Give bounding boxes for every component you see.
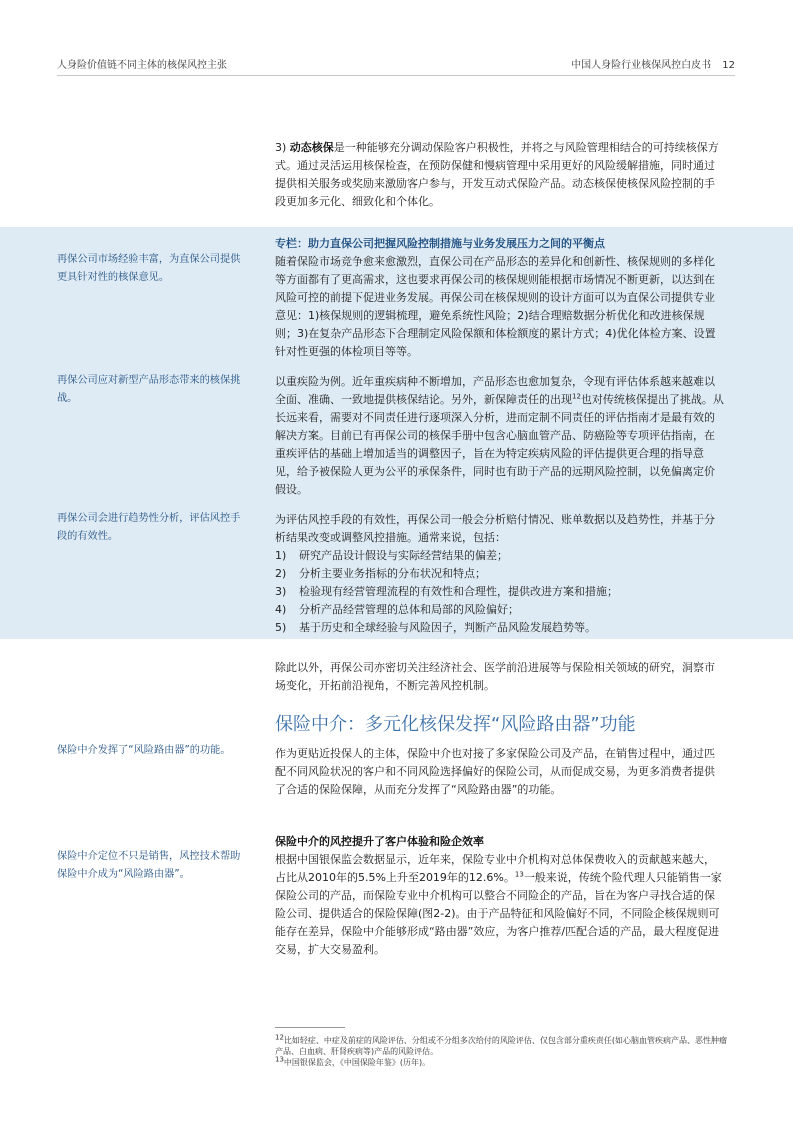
footnote-divider	[275, 1027, 345, 1028]
box-paragraph-1: 随着保险市场竞争愈来愈激烈，直保公司在产品形态的差异化和创新性、核保规则的多样化等方面都有了更高需求，这也要求再保公司的核保规则能根据市场情况不断更新，以达到在风险可控的前提下促进业务发展。再保公司在核保规则的设计方面可以为直保公司提供专业意见：1)核保规则的逻辑梳理，避免系统性风险；2)结合理赔数据分析优化和改进核保规则；3)在复杂产品形态下合理制定风险保额和体检额度的累计方式；4)优化体检方案、设置针对性更强的体检项目等等。	[275, 255, 716, 358]
footnote-number: 12	[275, 1033, 284, 1042]
list-text: 分析产品经营管理的总体和局部的风险偏好；	[299, 603, 519, 616]
section-paragraph-1: 作为更贴近投保人的主体，保险中介也对接了多家保险公司及产品，在销售过程中，通过匹配不同风险状况的客户和不同风险选择偏好的保险公司，从而促成交易，为更多消费者提供了合适的保险保障，从而充分发挥了“风险路由器”的功能。	[275, 747, 715, 796]
list-text: 研究产品设计假设与实际经营结果的偏差；	[299, 549, 508, 562]
section-paragraph-2	[275, 851, 725, 959]
side-note-reinsurer-experience: 再保公司市场经验丰富，为直保公司提供更具针对性的核保意见。	[57, 254, 241, 283]
side-note-intermediary-router: 保险中介发挥了“风险路由器”的功能。	[57, 745, 231, 756]
running-header-right	[571, 56, 735, 71]
footnote-text: 比如轻症、中症及前症的风险评估、分组或不分组多次给付的风险评估、仅包含部分重疾责任(如心脑血管疾病产品、恶性肿瘤产品、白血病、肝肾疾病等)产品的风险评估。	[275, 1036, 728, 1056]
term-dynamic-underwriting: 动态核保	[289, 141, 334, 154]
side-note-reinsurer-new-products: 再保公司应对新型产品形态带来的核保挑战。	[57, 375, 241, 404]
footnote-number: 13	[275, 1055, 284, 1064]
list-number: 1)	[275, 549, 287, 562]
paragraph-text: 一般来说，传统个险代理人只能销售一家保险公司的产品，而保险专业中介机构可以整合不同险企的产品，旨在为客户寻找合适的保险公司、提供适合的保险保障(图2-2)。由于产品特征和风险偏好不同，不同险企核保规则可能存在差异，保险中介能够形成“路由器”效应，为客户推荐/匹配合适的产品，最大程度促进交易，扩大交易盈利。	[275, 871, 722, 956]
box-paragraph-3	[275, 511, 725, 637]
paragraph-text: 是一种能够充分调动保险客户积极性，并将之与风险管理相结合的可持续核保方式。通过灵活运用核保检查，在预防保健和慢病管理中采用更好的风险缓解措施，同时通过提供相关服务或奖励来激励客户参与，开发互动式保险产品。动态核保使核保风险控制的手段更加多元化、细致化和个体化。	[275, 141, 719, 208]
list-text: 基于历史和全球经验与风险因子，判断产品风险发展趋势等。	[299, 621, 596, 634]
list-number: 4)	[275, 603, 287, 616]
subheading: 保险中介的风控提升了客户体验和险企效率	[275, 835, 484, 848]
footnote-13	[275, 1057, 735, 1068]
paragraph-reinsurer-research: 除此以外，再保公司亦密切关注经济社会、医学前沿进展等与保险相关领域的研究，洞察市场变化，开拓前沿视角，不断完善风控机制。	[275, 661, 715, 692]
footnote-text: 中国银保监会，《中国保险年鉴》(历年)。	[283, 1058, 431, 1067]
footnote-ref-12[interactable]: 12	[572, 392, 581, 401]
paragraph-dynamic-underwriting	[275, 139, 725, 211]
page-number: 12	[722, 60, 735, 71]
side-note-reinsurer-trend-analysis: 再保公司会进行趋势性分析，评估风控手段的有效性。	[57, 513, 241, 542]
list-number: 3)	[275, 141, 290, 154]
list-item	[275, 583, 725, 601]
list-number: 2)	[275, 567, 287, 580]
paragraph-text: 为评估风控手段的有效性，再保公司一般会分析赔付情况、账单数据以及趋势性，并基于分析结果改变或调整风控措施。通常来说，包括：	[275, 513, 715, 544]
footnote-12	[275, 1035, 735, 1057]
list-item	[275, 619, 725, 637]
running-header-title: 中国人身险行业核保风控白皮书	[571, 60, 712, 71]
list-item	[275, 547, 725, 565]
box-paragraph-2	[275, 373, 725, 499]
list-text: 分析主要业务指标的分布状况和特点；	[299, 567, 486, 580]
header-divider	[57, 75, 735, 76]
footnote-ref-13[interactable]: 13	[514, 870, 524, 879]
box-title: 专栏：助力直保公司把握风险控制措施与业务发展压力之间的平衡点	[275, 237, 605, 250]
paragraph-text: 以重疾险为例。近年重疾病种不断增加，产品形态也愈加复杂，令现有评估体系越来越难以全面、准确、一致地提供核保结论。另外，新保障责任的出现	[275, 375, 715, 406]
list-item	[275, 565, 725, 583]
list-text: 检验现有经营管理流程的有效性和合理性，提供改进方案和措施；	[299, 585, 618, 598]
section-title: 保险中介：多元化核保发挥“风险路由器”功能	[275, 714, 636, 735]
side-note-intermediary-positioning: 保险中介定位不只是销售，风控技术帮助保险中介成为“风险路由器”。	[57, 851, 241, 880]
list-item	[275, 601, 725, 619]
paragraph-text: 根据中国银保监会数据显示，近年来，保险专业中介机构对总体保费收入的贡献越来越大，占比从2010年的5.5%上升至2019年的12.6%。	[275, 853, 715, 884]
list-number: 3)	[275, 585, 287, 598]
paragraph-text: 也对传统核保提出了挑战。从长远来看，需要对不同责任进行逐项深入分析，进而定制不同责任的评估指南才是最有效的解决方案。目前已有再保公司的核保手册中包含心脑血管产品、防癌险等专项评估指南，在重疾评估的基础上增加适当的调整因子，旨在为特定疾病风险的评估提供更合理的指导意见，给予被保险人更为公平的承保条件，同时也有助于产品的远期风险控制，以免偏离定价假设。	[275, 393, 724, 496]
list-number: 5)	[275, 621, 287, 634]
running-header-left: 人身险价值链不同主体的核保风控主张	[57, 60, 227, 71]
